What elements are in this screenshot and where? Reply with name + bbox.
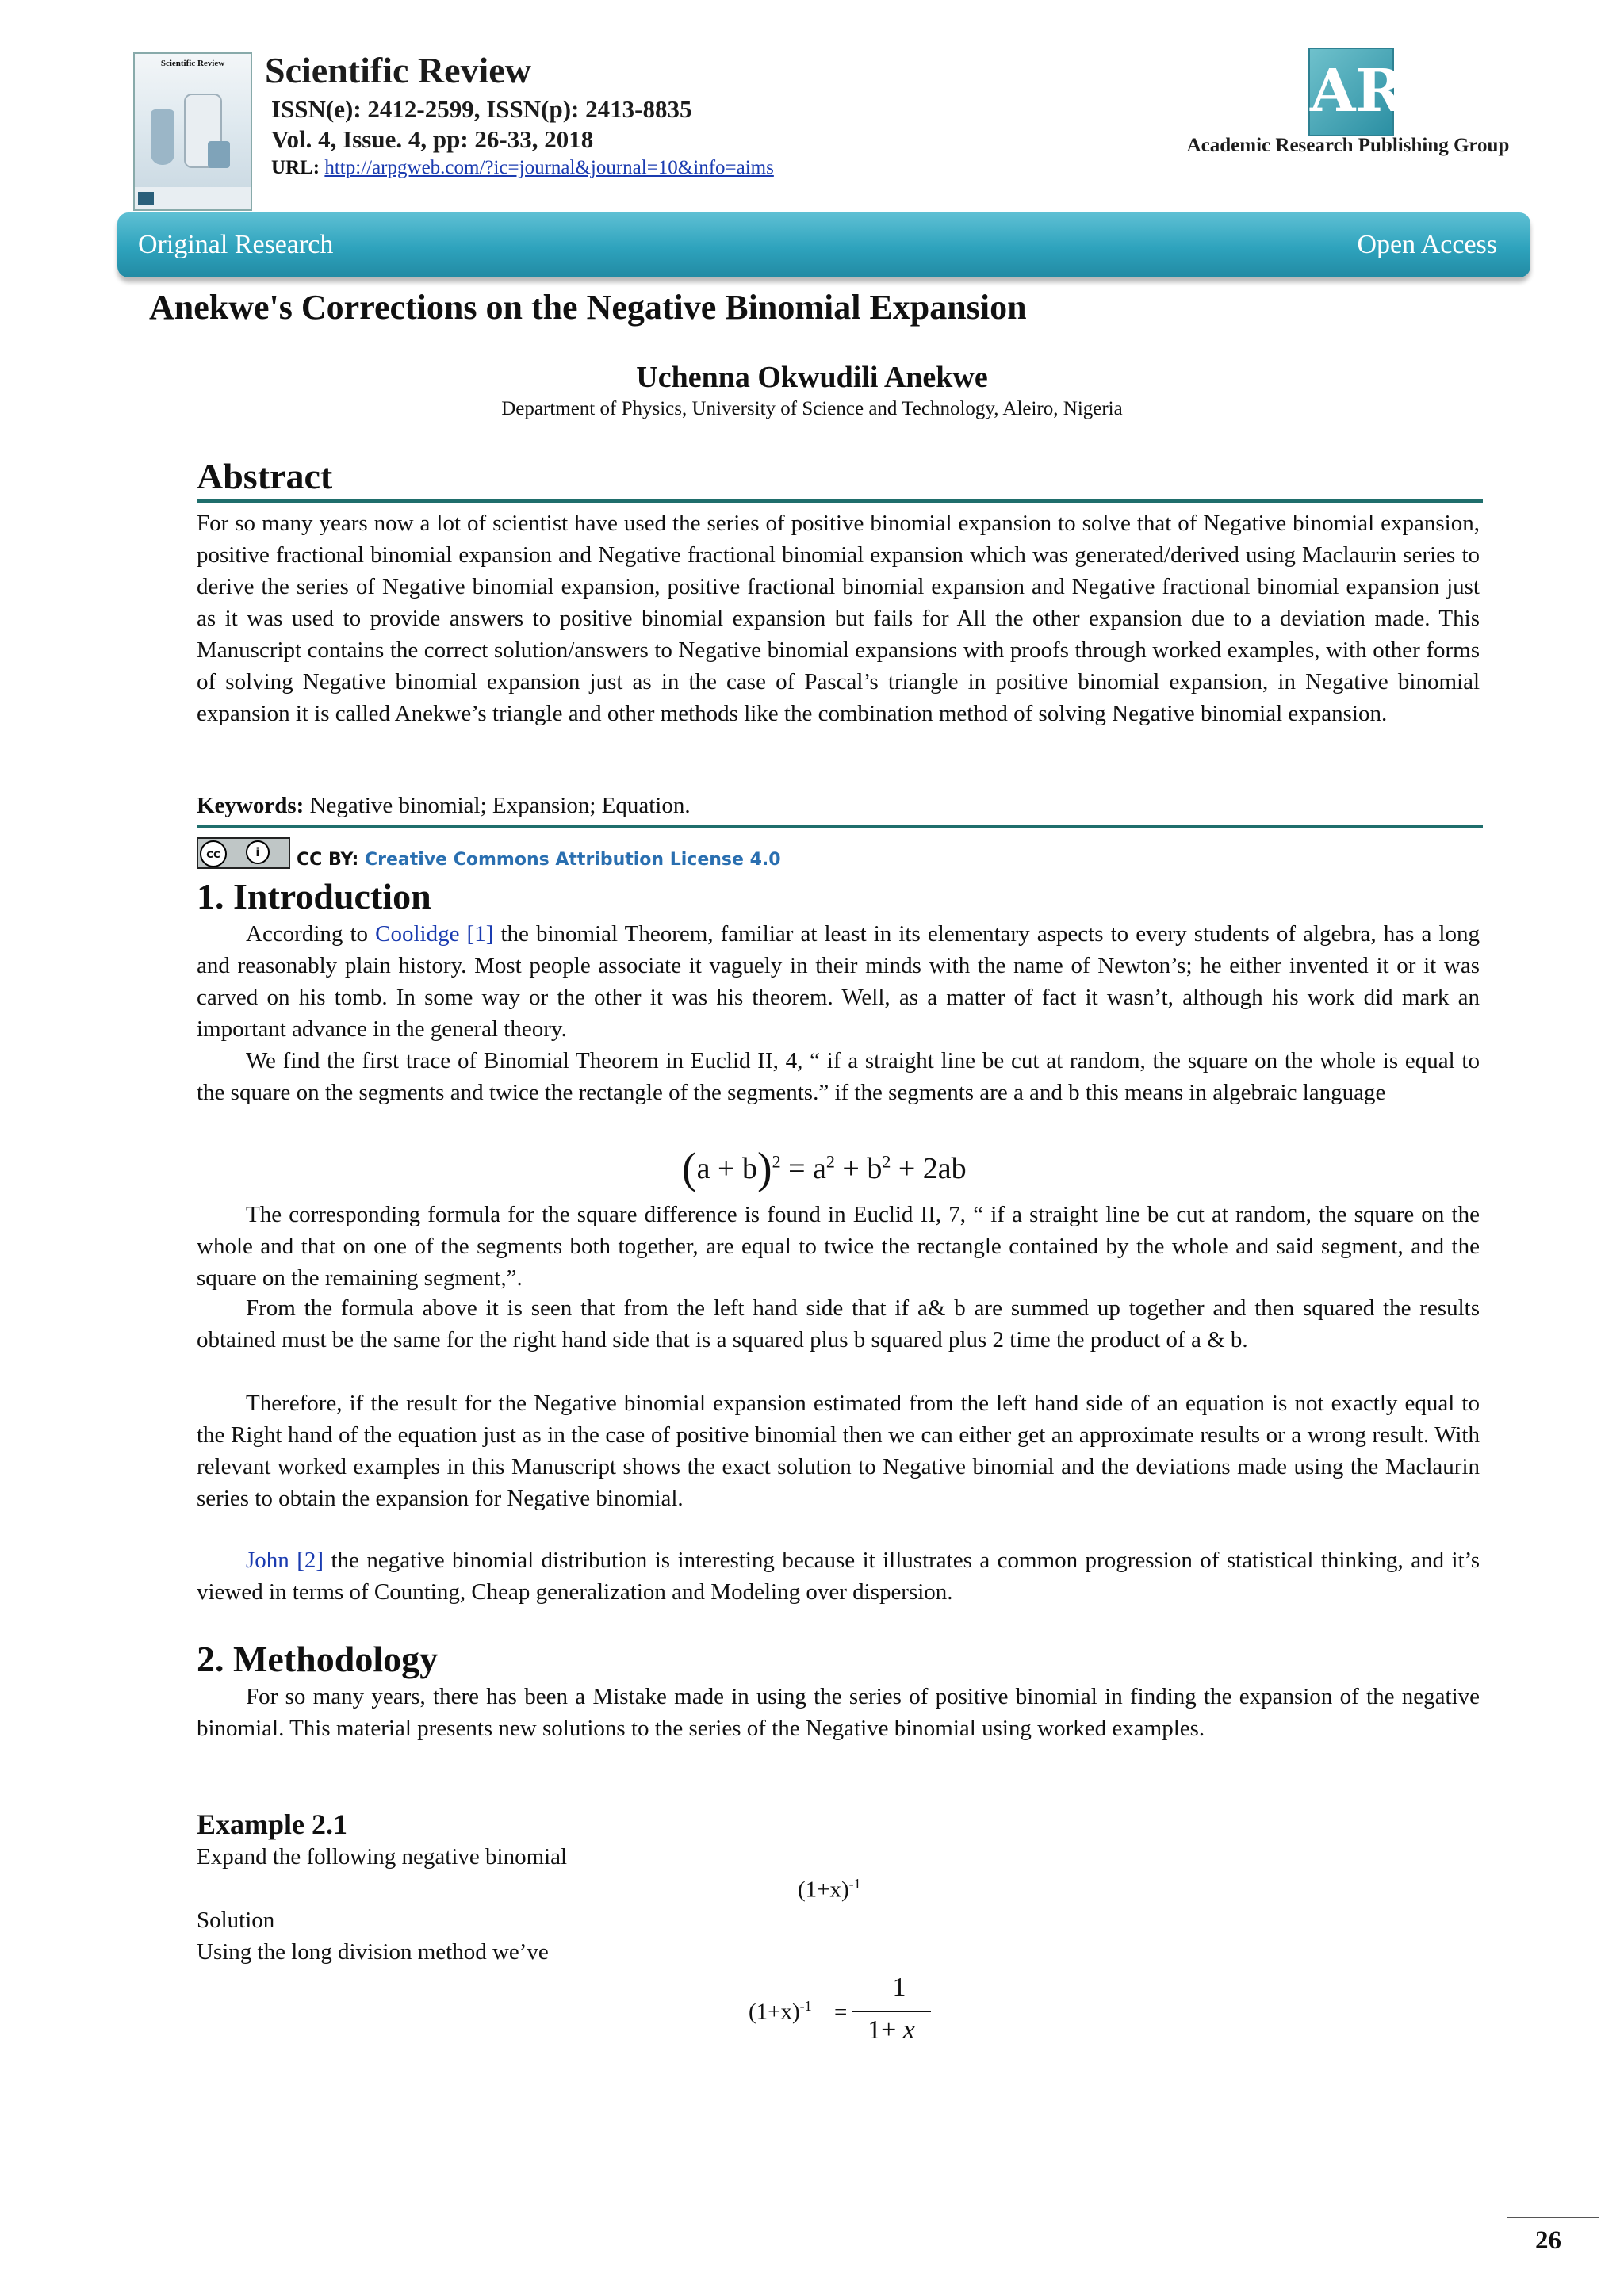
methodology-paragraph-1: For so many years, there has been a Mistake made in using the series of positive binomial in finding the expansion of the negative binomial. This material presents new solutions to the series of the Negative binomial using worked examples. bbox=[197, 1684, 1480, 1741]
page-number: 26 bbox=[1535, 2226, 1561, 2255]
abstract-body: For so many years now a lot of scientist have used the series of positive binomial expansion to solve that of Negative binomial expansion, positive fractional binomial expansion and Negative fractional binomial expansion which was generated/derived using Maclaurin series to derive the series of Negative binomial expansion, positive fractional binomial expansion and Negative fractional binomial expansion just as it was used to provide answers to positive binomial expansion but fails for All the other expansion due to a deviation made. This Manuscript contains the correct solution/answers to Negative binomial expansions with proofs through worked examples, with other forms of solving Negative binomial expansion just as in the case of Pascal’s triangle in positive binomial expansion, in Negative binomial expansion it is called Anekwe’s triangle and other methods like the combination method of solving Negative binomial expansion. bbox=[197, 511, 1480, 726]
intro-paragraph-1: According to Coolidge [1] the binomial Theorem, familiar at least in its elementary aspects to every students of algebra, has a long and reasonably plain history. Most people associate it vaguely in their minds with the name of Newton’s; he either invented it or it was carved on his tomb. In some way or the other it was his theorem. Well, as a matter of fact it wasn’t, although his work did mark an important advance in the general theory. bbox=[197, 921, 1480, 1042]
cover-title: Scientific Review bbox=[160, 59, 225, 68]
journal-volume: Vol. 4, Issue. 4, pp: 26-33, 2018 bbox=[271, 125, 594, 153]
paper-title: Anekwe's Corrections on the Negative Binomial Expansion bbox=[149, 288, 1027, 327]
intro-paragraph-3: The corresponding formula for the square difference is found in Euclid II, 7, “ if a straight line be cut at random, the square on the whole and that on one of the segments both together, are equal to twice the rectangle contained by the whole and said segment, and the square on the remaining segment,”. bbox=[197, 1202, 1480, 1291]
cc-license-badge[interactable] bbox=[197, 837, 290, 869]
solution-text: Using the long division method we’ve bbox=[197, 1939, 549, 1965]
equation-square-sum: $(a + b)^2 = a^2 + b^2 + 2ab$ bbox=[682, 1144, 967, 1193]
article-type-label: Original Research bbox=[138, 230, 334, 259]
intro-paragraph-4: From the formula above it is seen that from the left hand side that if a& b are summed up together and then squared the results obtained must be the same for the right hand side that is a squared plus b squared plus 2 time the product of a & b. bbox=[197, 1295, 1480, 1353]
abstract-heading: Abstract bbox=[197, 456, 333, 496]
intro-paragraph-5: Therefore, if the result for the Negative binomial expansion estimated from the left hand side of an equation is not exactly equal to the Right hand of the equation just as in the case of positive binomial then we can either get an approximate results or a wrong result. With relevant worked examples in this Manuscript shows the exact solution to Negative binomial and the deviations made using the Maclaurin series to obtain the expansion for Negative binomial. bbox=[197, 1391, 1480, 1511]
fraction-equals: = bbox=[834, 1999, 848, 2025]
journal-issn: ISSN(e): 2412-2599, ISSN(p): 2413-8835 bbox=[271, 95, 692, 123]
intro-paragraph-2: We find the first trace of Binomial Theorem in Euclid II, 4, “ if a straight line be cut at random, the square on the whole is equal to the square on the segments and twice the rectangle of the segments.” if the segments are a and b this means in algebraic language bbox=[197, 1048, 1480, 1105]
paper-author: Uchenna Okwudili Anekwe bbox=[636, 361, 988, 394]
keywords-line bbox=[197, 793, 691, 819]
cc-icon: cc bbox=[200, 840, 227, 867]
citation-link-coolidge[interactable]: Coolidge [1] bbox=[375, 921, 494, 947]
section-heading-methodology: 2. Methodology bbox=[197, 1639, 439, 1679]
fraction-bar bbox=[852, 2011, 931, 2012]
publisher-logo: AR bbox=[1308, 48, 1394, 136]
solution-label: Solution bbox=[197, 1908, 275, 1933]
license-label: CC BY: bbox=[297, 850, 365, 870]
keywords-list: Negative binomial; Expansion; Equation. bbox=[304, 793, 691, 818]
page-number-rule bbox=[1507, 2217, 1599, 2218]
example-text: Expand the following negative binomial bbox=[197, 1844, 568, 1869]
fraction-denominator: 1+ x bbox=[868, 2015, 915, 2045]
abstract-top-rule bbox=[197, 499, 1483, 503]
abstract-bottom-rule bbox=[197, 825, 1483, 828]
keywords-label: Keywords: bbox=[197, 793, 304, 818]
section-heading-introduction: 1. Introduction bbox=[197, 876, 431, 916]
journal-url-line bbox=[271, 157, 774, 179]
author-affiliation: Department of Physics, University of Science and Technology, Aleiro, Nigeria bbox=[501, 398, 1123, 419]
citation-link-john[interactable]: John [2] bbox=[246, 1548, 324, 1573]
intro-paragraph-6: John [2] the negative binomial distribution is interesting because it illustrates a common progression of statistical thinking, and it’s viewed in terms of Counting, Cheap generalization and Modeling over dispersion. bbox=[197, 1548, 1480, 1605]
journal-url-link[interactable]: http://arpgweb.com/?ic=journal&journal=10&info=aims bbox=[324, 157, 774, 178]
publisher-name: Academic Research Publishing Group bbox=[1186, 135, 1510, 156]
by-icon: i bbox=[246, 840, 270, 864]
url-label: URL: bbox=[271, 157, 325, 178]
license-line bbox=[297, 850, 781, 870]
fraction-numerator: 1 bbox=[892, 1973, 906, 2002]
example-expression: $(1+x)^{-1}$ bbox=[798, 1876, 861, 1903]
open-access-label: Open Access bbox=[1357, 230, 1497, 259]
article-type-banner bbox=[117, 212, 1530, 277]
example-heading: Example 2.1 bbox=[197, 1808, 348, 1840]
journal-title: Scientific Review bbox=[265, 50, 531, 90]
fraction-lhs: $(1+x)^{-1}$ bbox=[749, 1998, 812, 2025]
license-link[interactable]: Creative Commons Attribution License 4.0 bbox=[365, 850, 781, 870]
journal-cover-image bbox=[133, 52, 252, 211]
